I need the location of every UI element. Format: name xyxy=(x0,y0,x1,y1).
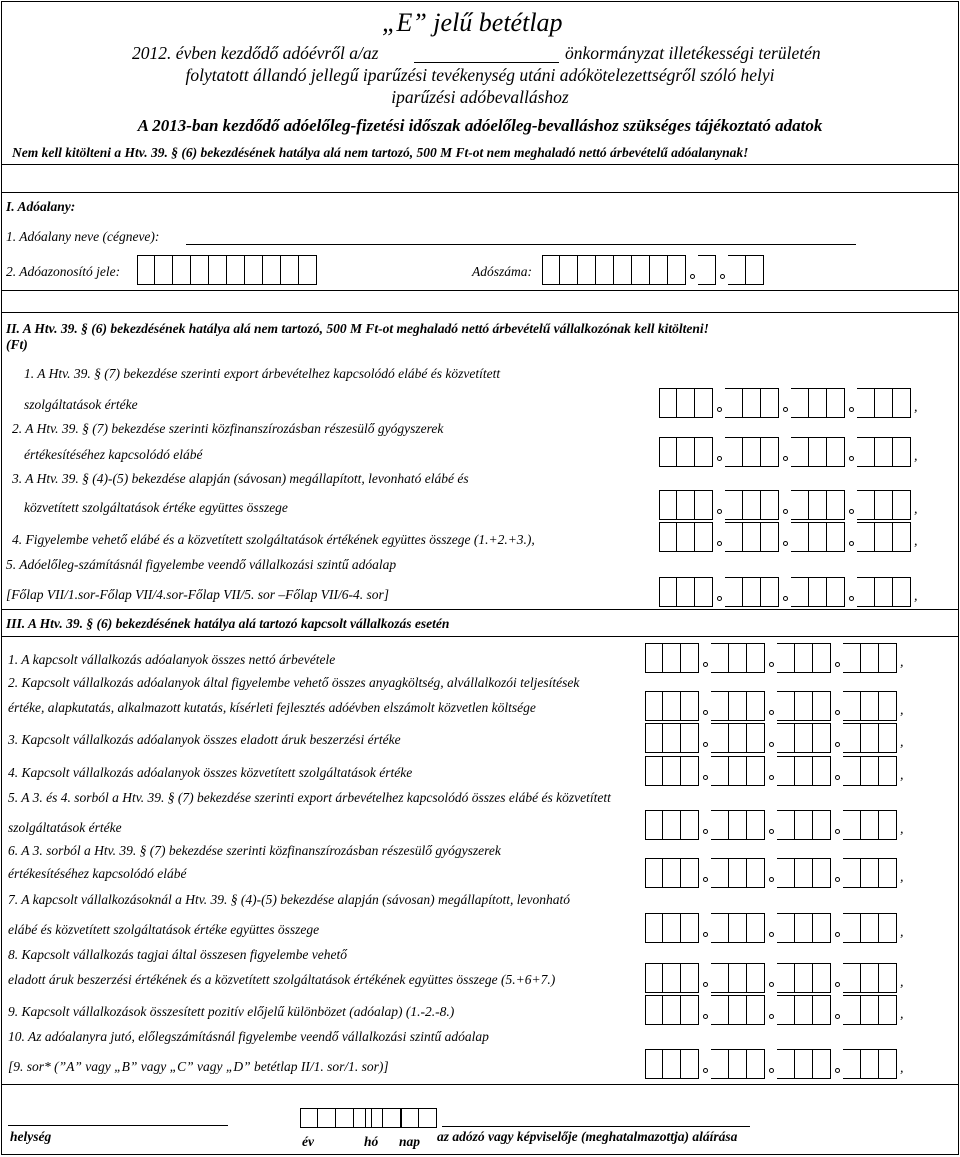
s3-row4: 4. Kapcsolt vállalkozás adóalanyok összes közvetített szolgáltatások értéke xyxy=(8,765,413,780)
header-notice: Nem kell kitölteni a Htv. 39. § (6) bekezdésének hatálya alá nem tartozó, 500 M Ft-ot nem meghaladó nettó árbevételű adóalanynak! xyxy=(12,145,749,160)
s3-row3-amount[interactable] xyxy=(645,723,909,753)
s2-row4-amount[interactable] xyxy=(659,522,923,552)
unit-label: (Ft) xyxy=(6,337,28,352)
s3-row9-amount[interactable] xyxy=(645,995,909,1025)
year-label: év xyxy=(302,1134,314,1149)
s2-row1-line2: szolgáltatások értéke xyxy=(24,397,138,412)
s3-row10-amount[interactable] xyxy=(645,1049,909,1079)
taxid-boxes[interactable] xyxy=(137,255,317,285)
form-title: „E” jelű betétlap xyxy=(382,8,563,37)
day-boxes[interactable] xyxy=(401,1108,437,1128)
signature-field[interactable] xyxy=(442,1126,750,1127)
section3-title: III. A Htv. 39. § (6) bekezdésének hatálya alá tartozó kapcsolt vállalkozás esetén xyxy=(6,616,450,631)
header-line1a: 2012. évben kezdődő adóévről a/az xyxy=(132,43,379,63)
s3-row8-line1: 8. Kapcsolt vállalkozás tagjai által összesen figyelembe vehető xyxy=(8,947,347,962)
month-boxes[interactable] xyxy=(365,1108,401,1128)
s3-row7-line1: 7. A kapcsolt vállalkozásoknál a Htv. 39. § (4)-(5) bekezdése alapján (sávosan) megállapított, levonható xyxy=(8,892,571,907)
s3-row10-line1: 10. Az adóalanyra jutó, előlegszámításnál figyelembe veendő vállalkozási szintű adóalap xyxy=(8,1029,489,1044)
place-field[interactable] xyxy=(8,1125,228,1126)
header-line2: folytatott állandó jellegű iparűzési tevékenység utáni adókötelezettségről szóló helyi xyxy=(185,65,775,85)
s3-row2-line2: értéke, alapkutatás, alkalmazott kutatás, kísérleti fejlesztés adóévben elszámolt közvetlen költsége xyxy=(8,700,536,715)
s3-row3: 3. Kapcsolt vállalkozás adóalanyok összes eladott áruk beszerzési értéke xyxy=(8,732,401,747)
s2-row3-amount[interactable] xyxy=(659,490,923,520)
divider xyxy=(2,1084,958,1085)
section1-title: I. Adóalany: xyxy=(6,199,76,214)
s3-row7-line2: elábé és közvetített szolgáltatások értéke együttes összege xyxy=(8,922,320,937)
s3-row4-amount[interactable] xyxy=(645,756,909,786)
s3-row5-line1: 5. A 3. és 4. sorból a Htv. 39. § (7) bekezdése szerinti export árbevételhez kapcsolódó összes elábé és közvetített xyxy=(8,790,611,805)
s2-row5-line1: 5. Adóelőleg-számításnál figyelembe veendő vállalkozási szintű adóalap xyxy=(6,557,397,572)
s2-row3-line2: közvetített szolgáltatások értéke együttes összege xyxy=(24,500,288,515)
form-page xyxy=(1,1,959,1155)
name-field[interactable] xyxy=(186,244,856,245)
divider xyxy=(2,164,958,165)
year-boxes[interactable] xyxy=(300,1108,372,1128)
name-label: 1. Adóalany neve (cégneve): xyxy=(6,229,160,244)
s3-row10-line2: [9. sor* (”A” vagy „B” vagy „C” vagy „D” betétlap II/1. sor/1. sor)] xyxy=(8,1059,389,1074)
s3-row2-line1: 2. Kapcsolt vállalkozás adóalanyok által figyelembe vehető összes anyagköltség, alvállalkozói teljesítések xyxy=(8,675,580,690)
s3-row5-amount[interactable] xyxy=(645,810,909,840)
s3-row1: 1. A kapcsolt vállalkozás adóalanyok összes nettó árbevétele xyxy=(8,652,336,667)
s2-row3-line1: 3. A Htv. 39. § (4)-(5) bekezdése alapján (sávosan) megállapított, levonható elábé és xyxy=(12,471,469,486)
header-line3: iparűzési adóbevalláshoz xyxy=(391,87,569,107)
s2-row5-amount[interactable] xyxy=(659,577,923,607)
taxnum-label: Adószáma: xyxy=(472,264,532,279)
month-label: hó xyxy=(364,1134,379,1149)
s3-row6-amount[interactable] xyxy=(645,858,909,888)
divider xyxy=(2,636,958,637)
s2-row2-amount[interactable] xyxy=(659,437,923,467)
s2-row1-amount[interactable] xyxy=(659,388,923,418)
divider xyxy=(2,312,958,313)
place-label: helység xyxy=(10,1129,52,1144)
municipality-field[interactable] xyxy=(414,62,559,63)
s3-row6-line2: értékesítéséhez kapcsolódó elábé xyxy=(8,866,187,881)
taxnum-boxes[interactable] xyxy=(542,255,764,285)
s3-row5-line2: szolgáltatások értéke xyxy=(8,820,122,835)
s2-row1-line1: 1. A Htv. 39. § (7) bekezdése szerinti export árbevételhez kapcsolódó elábé és közvetített xyxy=(24,366,501,381)
s3-row2-amount[interactable] xyxy=(645,691,909,721)
s2-row2-line1: 2. A Htv. 39. § (7) bekezdése szerinti közfinanszírozásban részesülő gyógyszerek xyxy=(12,421,444,436)
s3-row7-amount[interactable] xyxy=(645,913,909,943)
signature-label: az adózó vagy képviselője (meghatalmazottja) aláírása xyxy=(437,1129,738,1144)
s2-row4: 4. Figyelembe vehető elábé és a közvetített szolgáltatások értékének együttes összege (1.+2.+3.), xyxy=(12,532,535,547)
s3-row8-line2: eladott áruk beszerzési értékének és a közvetített szolgáltatások értékének együttes összege (5.+6+7.) xyxy=(8,972,556,987)
divider xyxy=(2,609,958,610)
divider xyxy=(2,290,958,291)
taxid-label: 2. Adóazonosító jele: xyxy=(6,264,121,279)
day-label: nap xyxy=(399,1134,421,1149)
header-line4: A 2013-ban kezdődő adóelőleg-fizetési időszak adóelőleg-bevalláshoz szükséges tájékoztató adatok xyxy=(137,116,823,135)
section2-title: II. A Htv. 39. § (6) bekezdésének hatálya alá nem tartozó, 500 M Ft-ot meghaladó nettó árbevételű vállalkozónak kell kitölteni! xyxy=(6,321,709,336)
divider xyxy=(2,192,958,193)
s3-row9: 9. Kapcsolt vállalkozások összesített pozitív előjelű különbözet (adóalap) (1.-2.-8.) xyxy=(8,1004,455,1019)
s3-row6-line1: 6. A 3. sorból a Htv. 39. § (7) bekezdése szerinti közfinanszírozásban részesülő gyógyszerek xyxy=(8,843,501,858)
s3-row8-amount[interactable] xyxy=(645,963,909,993)
header-line1b: önkormányzat illetékességi területén xyxy=(565,43,821,63)
s2-row2-line2: értékesítéséhez kapcsolódó elábé xyxy=(24,447,203,462)
s3-row1-amount[interactable] xyxy=(645,643,909,673)
s2-row5-line2: [Főlap VII/1.sor-Főlap VII/4.sor-Főlap VII/5. sor –Főlap VII/6-4. sor] xyxy=(6,587,390,602)
